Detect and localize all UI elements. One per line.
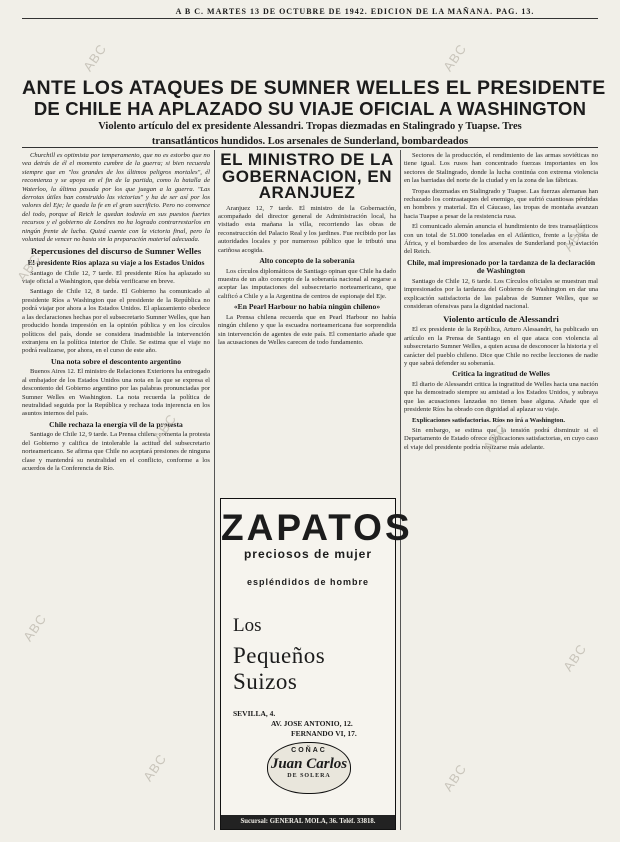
badge-bottom-text: DE SOLERA <box>287 773 331 779</box>
subheading-soberania: Alto concepto de la soberanía <box>259 255 355 265</box>
ad-brand-name: Pequeños Suizos <box>233 643 326 694</box>
headline-subtitle-1: Violento artículo del ex presidente Alessandri. Tropas diezmadas en Stalingrado y Tuapse. Tres <box>98 121 522 132</box>
article-paragraph: El comunicado alemán anuncia el hundimiento de tres transatlánticos con un total de 51.000 toneladas en el Atlántico, frente a la costa de África, y el bombardeo de los arsenales de Sunderland por la aviación del Reich. <box>404 223 598 256</box>
ad-address-2: AV. JOSE ANTONIO, 12. <box>271 719 353 728</box>
running-header: A B C. MARTES 13 DE OCTUBRE DE 1942. EDICION DE LA MAÑANA. PAG. 13. <box>175 7 535 16</box>
subheading-rios-viaje: El presidente Ríos aplaza su viaje a los Estados Unidos <box>27 258 205 268</box>
subheading-ingratitud: Critica la ingratitud de Welles <box>452 369 550 379</box>
headline-subtitle-2: transatlánticos hundidos. Los arsenales de Sunderland, bombardeados <box>151 136 469 148</box>
ad-hombre-line: espléndidos de hombre <box>246 577 370 587</box>
ministro-headline: EL MINISTRO DE LA GOBERNACION, EN ARANJUEZ <box>220 152 394 202</box>
cognac-badge <box>267 742 351 794</box>
headline-rule <box>22 147 598 148</box>
subheading-nota-argentina: Una nota sobre el descontento argentino <box>50 356 181 366</box>
header-rule <box>22 18 598 19</box>
watermark: ABC <box>80 41 110 74</box>
article-paragraph: Los círculos diplomáticos de Santiago opinan que Chile ha dado muestra de un alto concepto de la soberanía nacional al negarse a aceptar las imputaciones del subsecretario norteamericano, que calificó a Chile y a la Argentina de centros de espionaje del Eje. <box>218 267 396 300</box>
ad-mujer-line: preciosos de mujer <box>243 547 373 561</box>
article-paragraph: Sin embargo, se estima que la tensión podrá disminuir si el Departamento de Estado ofrece explicaciones satisfactorias, en cuyo caso el viaje del presidente podría realizarse más adelante. <box>404 426 598 451</box>
section-heading-repercusiones: Repercusiones del discurso de Sumner Welles <box>30 246 202 257</box>
headline-line-2: DE CHILE HA APLAZADO SU VIAJE OFICIAL A WASHINGTON <box>33 97 587 119</box>
article-paragraph: Aranjuez 12, 7 tarde. El ministro de la Gobernación, acompañado del director general de Administración local, ha visitado esta mañana la villa, recorriendo las obras de reconstrucción del Palacio Real y los jardines. Fue recibido por las autoridades locales y por numeroso público que le tributó una cariñosa acogida. <box>218 204 396 254</box>
article-paragraph: Sectores de la producción, el rendimiento de las armas soviéticas no tiene igual. Los rusos han concentrado fuerzas importantes en los sectores de Stalingrado, donde la lucha continúa con extrema violencia en las barriadas del norte de la ciudad y en la zona de las fábricas. <box>404 152 598 185</box>
subheading-chile-mal-impresionado: Chile, mal impresionado por la tardanza de la declaración de Washington <box>406 257 596 276</box>
badge-name: Juan Carlos <box>270 756 348 772</box>
badge-top-text: COÑAC <box>291 747 327 754</box>
article-paragraph: Santiago de Chile 12, 6 tarde. Los Círculos oficiales se muestran mal impresionados por la tardanza del Gobierno de Washington en dar una explicación satisfactoria de las palabras de Sumner Welles, que se consideran ofensivas para la dignidad nacional. <box>404 278 598 311</box>
watermark: ABC <box>440 761 470 794</box>
ad-zapatos-title: ZAPATOS <box>221 507 413 548</box>
article-paragraph: El diario de Alessandri critica la ingratitud de Welles hacia una nación que ha demostrado siempre su amistad a los Estados Unidos, y subraya que las acusaciones lanzadas no tienen base alguna. Añade que el presidente Ríos ha obrado con dignidad al aplazar su viaje. <box>404 380 598 414</box>
watermark: ABC <box>20 611 50 644</box>
article-paragraph: Explicaciones satisfactorias. Ríos no irá a Washington. <box>412 416 566 424</box>
ad-brand-los: Los <box>233 615 262 636</box>
watermark: ABC <box>140 751 170 784</box>
ad-address-block <box>233 709 395 739</box>
headline-line-1: ANTE LOS ATAQUES DE SUMNER WELLES EL PRESIDENTE <box>22 77 606 99</box>
ad-address-3: FERNANDO VI, 17. <box>291 729 357 738</box>
intro-paragraph: Churchill es optimista por temperamento, que no es estorbo que no vea detrás de él el momento cumbre de la guerra; si bien recuerda siempre que en "los grandes de los últimos peligros mortales", él recomienza y se apoya en el fin de la partida, como la batalla de Waterloo, la última pasada por los que juegan a la guerra. "Las derrotas útiles han construido las victorias" y ha de ser así por los valores del Eje; le queda la fe en el gran sacrificio. Pero no convence del todo, porque al Reich le quedan todavía en sus puestos fuertes recursos y el gobierno de Londres no ha logrado contrarrestarlos en ningún frente de lucha. Quizá cuente con la victoria final, pero la voluntad de vencer no basta sin la preparación material adecuada. <box>22 152 210 244</box>
watermark: ABC <box>150 411 180 444</box>
watermark: ABC <box>14 251 44 284</box>
watermark: ABC <box>560 641 590 674</box>
ad-footer-address: Sucursal: GENERAL MOLA, 36. Teléf. 33818. <box>221 815 395 829</box>
article-paragraph: El ex presidente de la República, Arturo Alessandri, ha publicado un artículo en la Prensa de Santiago en el que ataca con violencia al subsecretario Sumner Welles, a quien acusa de desconocer la historia y el carácter del pueblo chileno. Dice que Chile no recibe lecciones de nadie y que sabrá defender su soberanía. <box>404 326 598 367</box>
watermark: ABC <box>440 41 470 74</box>
article-paragraph: Santiago de Chile 12, 7 tarde. El presidente Ríos ha aplazado su viaje oficial a Washington, que debía verificarse en breve. <box>22 269 210 286</box>
article-paragraph: La Prensa chilena recuerda que en Pearl Harbour no había ningún chileno y que la escuadra norteamericana fue sorprendida sin intervención de agentes de este país. El comentario añade que las acusaciones de Welles carecen de todo fundamento. <box>218 313 396 346</box>
article-paragraph: Tropas diezmadas en Stalingrado y Tuapse. Las fuerzas alemanas han rechazado los contraataques del enemigo, que sufrió cuantiosas pérdidas en hombres y material. En el Cáucaso, las tropas de montaña avanzan hacia Tuapse a pesar de la resistencia rusa. <box>404 187 598 220</box>
column-right <box>404 152 598 832</box>
subheading-chile-rechaza: Chile rechaza la energía vil de la protesta <box>49 419 183 429</box>
article-paragraph: Buenos Aires 12. El ministro de Relaciones Exteriores ha entregado al embajador de los Estados Unidos una nota en la que se expresa el descontento del Gobierno argentino por las palabras pronunciadas por Sumner Welles en Washington. La nota recuerda la política de neutralidad seguida por la República y rechaza toda injerencia en los asuntos internos del país. <box>22 368 210 418</box>
column-divider-1 <box>214 150 215 830</box>
article-paragraph: Santiago de Chile 12, 8 tarde. El Gobierno ha comunicado al presidente Ríos a Washington que el presidente de la República no podrá viajar por ahora a los Estados Unidos. El aplazamiento obedece a las declaraciones hechas por el subsecretario Sumner Welles, que han producido honda impresión en la opinión pública y en los círculos políticos del país, donde se considera inadmisible la intervención extranjera en la política interior de Chile. Se estima que el viaje no podrá realizarse, por ahora, en el curso de este año. <box>22 288 210 355</box>
column-left <box>22 152 210 812</box>
column-middle <box>218 152 396 452</box>
article-paragraph: Santiago de Chile 12, 9 tarde. La Prensa chilena comenta la protesta del Gobierno y califica de intolerable la actitud del subsecretario norteamericano. Se afirma que Chile no aceptará presiones de ninguna clase y mantendrá su neutralidad en el conflicto, conforme a los acuerdos de la Conferencia de Río. <box>22 431 210 472</box>
zapatos-advertisement <box>220 498 413 830</box>
subheading-alessandri: Violento artículo de Alessandri <box>443 313 559 324</box>
watermark: ABC <box>560 221 590 254</box>
main-headline <box>22 77 606 148</box>
watermark: ABC <box>480 421 510 454</box>
subheading-pearl-harbour: «En Pearl Harbour no había ningún chileno» <box>233 302 381 312</box>
column-divider-2 <box>400 150 401 830</box>
ad-address-1: SEVILLA, 4. <box>233 709 276 718</box>
